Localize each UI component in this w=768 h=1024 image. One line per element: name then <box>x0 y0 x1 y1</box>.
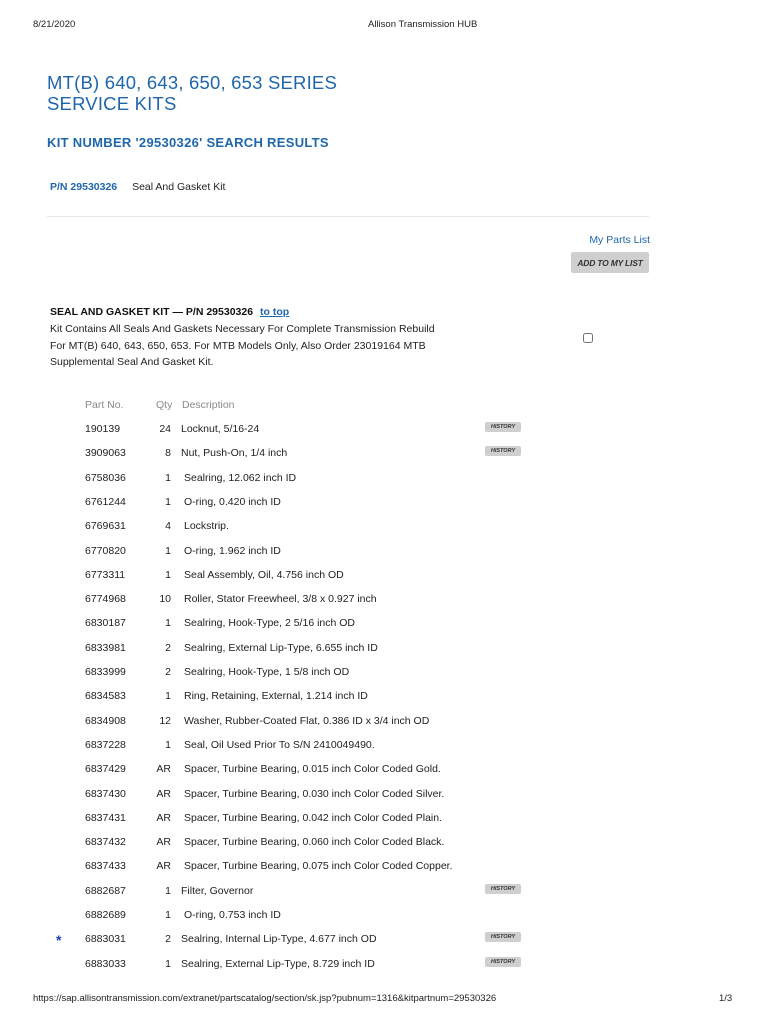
cell-qty: 1 <box>165 617 171 630</box>
cell-part-no: 6883031 <box>85 933 126 946</box>
column-header-part-no: Part No. <box>85 399 124 411</box>
cell-description: Washer, Rubber-Coated Flat, 0.386 ID x 3/4 inch OD <box>184 714 430 727</box>
cell-description: Sealring, External Lip-Type, 8.729 inch ID <box>181 957 375 970</box>
cell-part-no: 6837430 <box>85 787 126 800</box>
cell-description: Sealring, 12.062 inch ID <box>184 471 297 484</box>
cell-description: O-ring, 1.962 inch ID <box>184 544 281 557</box>
history-button[interactable]: HISTORY <box>485 422 521 432</box>
history-button[interactable]: HISTORY <box>485 957 521 967</box>
cell-part-no: 6769631 <box>85 520 126 533</box>
history-button[interactable]: HISTORY <box>485 884 521 894</box>
cell-description: O-ring, 0.753 inch ID <box>184 909 281 921</box>
print-site-title: Allison Transmission HUB <box>368 19 478 30</box>
cell-qty: 2 <box>165 933 171 946</box>
cell-qty: 24 <box>159 423 171 435</box>
cell-qty: 1 <box>165 495 171 508</box>
search-results-heading: KIT NUMBER '29530326' SEARCH RESULTS <box>47 135 329 150</box>
cell-qty: 10 <box>159 593 171 606</box>
cell-description: O-ring, 0.420 inch ID <box>184 495 281 508</box>
cell-qty: 8 <box>165 447 171 460</box>
cell-description: Ring, Retaining, External, 1.214 inch ID <box>184 690 368 703</box>
cell-description: Sealring, Hook-Type, 2 5/16 inch OD <box>184 617 356 630</box>
add-to-my-list-button[interactable]: ADD TO MY LIST <box>571 252 649 273</box>
cell-qty: 1 <box>165 568 171 581</box>
cell-part-no: 6774968 <box>85 593 126 606</box>
table-row <box>0 958 768 982</box>
cell-description: Spacer, Turbine Bearing, 0.060 inch Color Coded Black. <box>184 836 445 849</box>
cell-qty: 1 <box>165 884 171 897</box>
kit-select-checkbox[interactable] <box>583 333 593 343</box>
cell-description: Seal Assembly, Oil, 4.756 inch OD <box>184 568 344 581</box>
table-row <box>0 788 768 812</box>
table-row <box>0 739 768 763</box>
cell-description: Spacer, Turbine Bearing, 0.015 inch Color Coded Gold. <box>184 763 441 776</box>
cell-part-no: 6833999 <box>85 666 126 678</box>
table-row <box>0 860 768 884</box>
cell-part-no: 6770820 <box>85 544 126 557</box>
kit-description-line: Kit Contains All Seals And Gaskets Necessary For Complete Transmission Rebuild <box>50 323 435 335</box>
cell-part-no: 3909063 <box>85 447 126 460</box>
table-row <box>0 642 768 666</box>
cell-part-no: 6882689 <box>85 909 126 921</box>
column-header-qty: Qty <box>156 399 173 411</box>
kit-description <box>50 321 470 371</box>
part-name: Seal And Gasket Kit <box>132 181 226 193</box>
table-row <box>0 885 768 909</box>
cell-part-no: 6837429 <box>85 763 126 776</box>
cell-description: Seal, Oil Used Prior To S/N 2410049490. <box>184 738 375 751</box>
table-row <box>0 715 768 739</box>
cell-part-no: 6837431 <box>85 811 126 824</box>
my-parts-list-link[interactable]: My Parts List <box>589 234 650 246</box>
table-row <box>0 763 768 787</box>
print-footer-url: https://sap.allisontransmission.com/extranet/partscatalog/section/sk.jsp?pubnum=1316&kitpartnum=29530326 <box>33 993 497 1004</box>
cell-qty: AR <box>156 860 171 873</box>
cell-qty: 2 <box>165 641 171 654</box>
cell-qty: 2 <box>165 666 171 678</box>
table-row <box>0 569 768 593</box>
cell-description: Roller, Stator Freewheel, 3/8 x 0.927 inch <box>184 593 377 606</box>
cell-part-no: 6837228 <box>85 738 126 751</box>
kit-description-line: Supplemental Seal And Gasket Kit. <box>50 356 214 368</box>
part-summary <box>50 181 225 193</box>
column-header-description: Description <box>182 399 235 411</box>
table-row <box>0 423 768 447</box>
cell-description: Nut, Push-On, 1/4 inch <box>181 447 288 460</box>
history-button[interactable]: HISTORY <box>485 446 521 456</box>
history-button[interactable]: HISTORY <box>485 932 521 942</box>
cell-part-no: 6758036 <box>85 471 126 484</box>
cell-qty: 12 <box>159 714 171 727</box>
cell-qty: 1 <box>165 690 171 703</box>
cell-part-no: 6883033 <box>85 957 126 970</box>
cell-qty: 1 <box>165 957 171 970</box>
cell-description: Filter, Governor <box>181 884 254 897</box>
part-number-link[interactable]: P/N 29530326 <box>50 181 118 193</box>
table-row <box>0 545 768 569</box>
table-row <box>0 812 768 836</box>
table-row <box>0 909 768 933</box>
print-date: 8/21/2020 <box>33 19 76 30</box>
cell-qty: 1 <box>165 544 171 557</box>
table-row <box>0 617 768 641</box>
page-title-line1: MT(B) 640, 643, 650, 653 SERIES <box>47 72 338 93</box>
cell-description: Spacer, Turbine Bearing, 0.075 inch Color Coded Copper. <box>184 860 453 873</box>
cell-part-no: 6834908 <box>85 714 126 727</box>
page-title-line2: SERVICE KITS <box>47 93 177 114</box>
cell-part-no: 6882687 <box>85 884 126 897</box>
kit-title: SEAL AND GASKET KIT — P/N 29530326 <box>50 306 254 318</box>
cell-qty: 4 <box>165 520 171 533</box>
cell-part-no: 6830187 <box>85 617 126 630</box>
cell-description: Sealring, Hook-Type, 1 5/8 inch OD <box>184 666 350 678</box>
table-row <box>0 933 768 957</box>
cell-description: Lockstrip. <box>184 520 229 533</box>
cell-description: Locknut, 5/16-24 <box>181 423 260 435</box>
cell-qty: AR <box>156 811 171 824</box>
cell-qty: AR <box>156 763 171 776</box>
cell-qty: 1 <box>165 909 171 921</box>
table-row <box>0 472 768 496</box>
cell-part-no: 6837433 <box>85 860 126 873</box>
cell-part-no: 6833981 <box>85 641 126 654</box>
cell-part-no: 190139 <box>85 423 121 435</box>
table-row <box>0 496 768 520</box>
new-item-star-icon: * <box>56 932 62 949</box>
cell-part-no: 6834583 <box>85 690 126 703</box>
cell-qty: 1 <box>165 471 171 484</box>
kit-description-line: For MT(B) 640, 643, 650, 653. For MTB Models Only, Also Order 23019164 MTB <box>50 339 426 352</box>
cell-qty: 1 <box>165 738 171 751</box>
cell-qty: AR <box>156 836 171 849</box>
cell-description: Sealring, External Lip-Type, 6.655 inch ID <box>184 641 378 654</box>
page-title <box>47 72 337 114</box>
cell-description: Spacer, Turbine Bearing, 0.030 inch Color Coded Silver. <box>184 787 445 800</box>
cell-part-no: 6761244 <box>85 495 126 508</box>
table-row <box>0 690 768 714</box>
cell-part-no: 6773311 <box>85 568 126 581</box>
cell-description: Sealring, Internal Lip-Type, 4.677 inch OD <box>181 933 377 946</box>
to-top-link[interactable]: to top <box>260 306 290 318</box>
table-row <box>0 836 768 860</box>
cell-qty: AR <box>156 787 171 800</box>
kit-heading <box>50 306 289 318</box>
cell-description: Spacer, Turbine Bearing, 0.042 inch Color Coded Plain. <box>184 811 442 824</box>
table-row <box>0 520 768 544</box>
divider <box>47 216 649 217</box>
cell-part-no: 6837432 <box>85 836 126 849</box>
table-row <box>0 593 768 617</box>
table-row <box>0 447 768 471</box>
table-row <box>0 666 768 690</box>
print-page-number: 1/3 <box>719 993 733 1004</box>
